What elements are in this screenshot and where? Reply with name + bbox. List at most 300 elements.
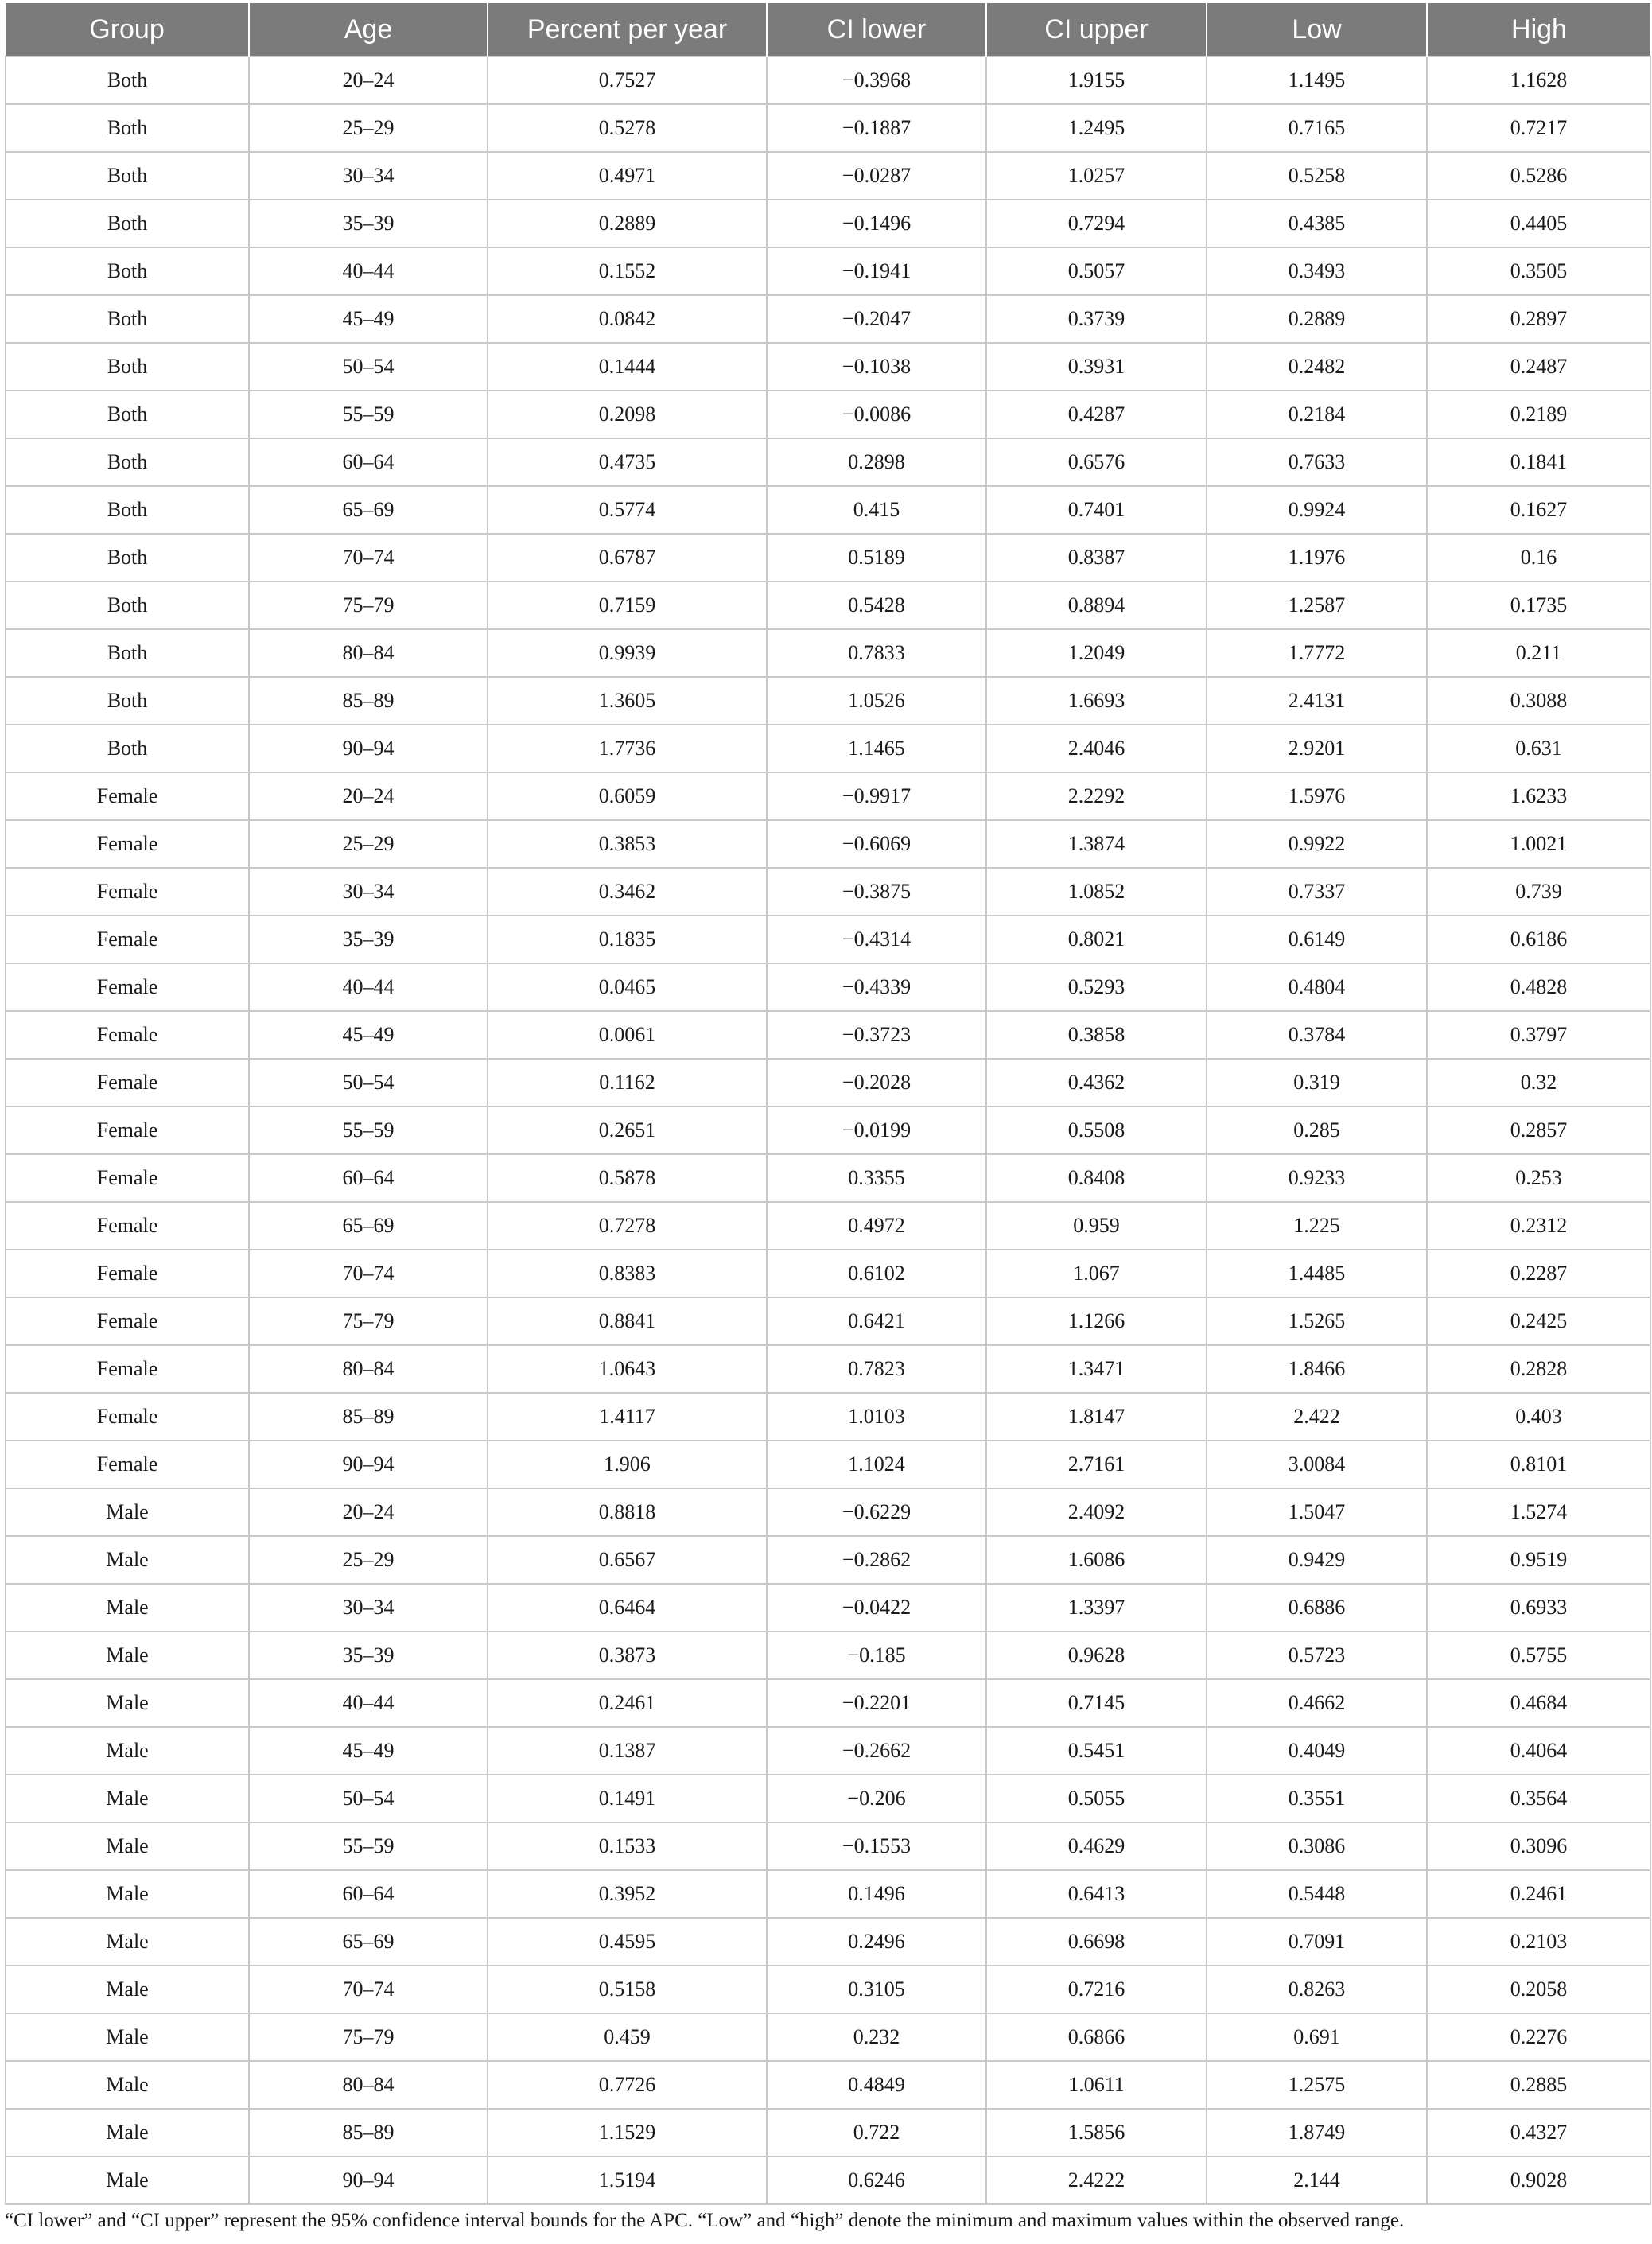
cell-ci-upper: 1.5856 xyxy=(986,2109,1207,2156)
cell-high: 0.2103 xyxy=(1427,1918,1650,1966)
table-row xyxy=(6,868,1650,916)
cell-high: 0.2828 xyxy=(1427,1345,1650,1393)
cell-group: Both xyxy=(6,629,249,677)
cell-ci-upper: 1.6086 xyxy=(986,1536,1207,1584)
cell-group: Both xyxy=(6,581,249,629)
cell-percent-per-year: 0.1533 xyxy=(488,1822,767,1870)
cell-high: 1.0021 xyxy=(1427,820,1650,868)
cell-age: 90–94 xyxy=(249,2156,488,2204)
cell-ci-upper: 1.067 xyxy=(986,1250,1207,1297)
cell-low: 3.0084 xyxy=(1207,1441,1427,1488)
cell-high: 0.631 xyxy=(1427,725,1650,772)
cell-age: 45–49 xyxy=(249,1727,488,1775)
cell-age: 35–39 xyxy=(249,1631,488,1679)
cell-ci-upper: 0.8387 xyxy=(986,534,1207,581)
cell-ci-upper: 1.2495 xyxy=(986,104,1207,152)
table-row xyxy=(6,1202,1650,1250)
table-row xyxy=(6,1441,1650,1488)
cell-ci-upper: 1.1266 xyxy=(986,1297,1207,1345)
cell-low: 0.285 xyxy=(1207,1106,1427,1154)
cell-high: 0.6933 xyxy=(1427,1584,1650,1631)
cell-high: 0.3797 xyxy=(1427,1011,1650,1059)
cell-group: Female xyxy=(6,1202,249,1250)
cell-ci-upper: 0.3931 xyxy=(986,343,1207,391)
cell-ci-lower: −0.2201 xyxy=(767,1679,986,1727)
cell-low: 0.7633 xyxy=(1207,438,1427,486)
cell-high: 0.211 xyxy=(1427,629,1650,677)
table-row xyxy=(6,1631,1650,1679)
cell-percent-per-year: 0.8818 xyxy=(488,1488,767,1536)
cell-ci-lower: 0.415 xyxy=(767,486,986,534)
cell-high: 1.5274 xyxy=(1427,1488,1650,1536)
cell-percent-per-year: 0.5774 xyxy=(488,486,767,534)
cell-age: 45–49 xyxy=(249,295,488,343)
cell-group: Both xyxy=(6,56,249,104)
cell-percent-per-year: 0.7159 xyxy=(488,581,767,629)
cell-high: 0.2425 xyxy=(1427,1297,1650,1345)
table-row xyxy=(6,916,1650,963)
cell-high: 1.1628 xyxy=(1427,56,1650,104)
cell-high: 0.1841 xyxy=(1427,438,1650,486)
cell-ci-upper: 1.6693 xyxy=(986,677,1207,725)
cell-ci-lower: −0.2662 xyxy=(767,1727,986,1775)
cell-low: 2.144 xyxy=(1207,2156,1427,2204)
cell-percent-per-year: 0.3462 xyxy=(488,868,767,916)
cell-ci-lower: −0.0422 xyxy=(767,1584,986,1631)
cell-low: 0.2889 xyxy=(1207,295,1427,343)
cell-age: 75–79 xyxy=(249,2013,488,2061)
cell-group: Female xyxy=(6,772,249,820)
cell-group: Male xyxy=(6,1727,249,1775)
table-row xyxy=(6,963,1650,1011)
cell-ci-upper: 0.7216 xyxy=(986,1966,1207,2013)
cell-high: 0.32 xyxy=(1427,1059,1650,1106)
cell-percent-per-year: 0.6787 xyxy=(488,534,767,581)
cell-low: 0.4385 xyxy=(1207,200,1427,247)
cell-low: 0.7165 xyxy=(1207,104,1427,152)
cell-age: 65–69 xyxy=(249,1918,488,1966)
cell-high: 0.2885 xyxy=(1427,2061,1650,2109)
cell-ci-lower: −0.3875 xyxy=(767,868,986,916)
cell-age: 40–44 xyxy=(249,247,488,295)
cell-ci-lower: 1.0526 xyxy=(767,677,986,725)
cell-age: 55–59 xyxy=(249,391,488,438)
cell-low: 1.7772 xyxy=(1207,629,1427,677)
cell-group: Male xyxy=(6,2156,249,2204)
cell-ci-upper: 0.8894 xyxy=(986,581,1207,629)
cell-group: Male xyxy=(6,2109,249,2156)
cell-group: Female xyxy=(6,820,249,868)
cell-percent-per-year: 1.0643 xyxy=(488,1345,767,1393)
cell-low: 1.5265 xyxy=(1207,1297,1427,1345)
cell-age: 25–29 xyxy=(249,104,488,152)
cell-ci-lower: 1.0103 xyxy=(767,1393,986,1441)
cell-ci-upper: 1.0852 xyxy=(986,868,1207,916)
cell-age: 70–74 xyxy=(249,1250,488,1297)
column-header-high: High xyxy=(1427,3,1650,56)
cell-ci-lower: 0.4849 xyxy=(767,2061,986,2109)
cell-ci-upper: 0.7145 xyxy=(986,1679,1207,1727)
table-row xyxy=(6,295,1650,343)
table-row xyxy=(6,1822,1650,1870)
cell-age: 90–94 xyxy=(249,1441,488,1488)
cell-percent-per-year: 0.6567 xyxy=(488,1536,767,1584)
cell-age: 30–34 xyxy=(249,868,488,916)
cell-high: 0.2857 xyxy=(1427,1106,1650,1154)
table-row xyxy=(6,247,1650,295)
cell-age: 75–79 xyxy=(249,1297,488,1345)
cell-high: 0.253 xyxy=(1427,1154,1650,1202)
cell-group: Female xyxy=(6,1106,249,1154)
table-row xyxy=(6,2109,1650,2156)
cell-group: Female xyxy=(6,1154,249,1202)
cell-low: 0.3086 xyxy=(1207,1822,1427,1870)
cell-ci-upper: 0.959 xyxy=(986,1202,1207,1250)
cell-age: 30–34 xyxy=(249,1584,488,1631)
cell-high: 0.4828 xyxy=(1427,963,1650,1011)
cell-group: Both xyxy=(6,725,249,772)
cell-high: 0.403 xyxy=(1427,1393,1650,1441)
cell-low: 1.225 xyxy=(1207,1202,1427,1250)
cell-ci-lower: 0.232 xyxy=(767,2013,986,2061)
cell-group: Male xyxy=(6,1775,249,1822)
cell-percent-per-year: 1.5194 xyxy=(488,2156,767,2204)
cell-group: Male xyxy=(6,1631,249,1679)
cell-ci-lower: −0.2862 xyxy=(767,1536,986,1584)
cell-age: 85–89 xyxy=(249,677,488,725)
table-row xyxy=(6,581,1650,629)
cell-ci-upper: 0.4629 xyxy=(986,1822,1207,1870)
cell-ci-upper: 0.6698 xyxy=(986,1918,1207,1966)
cell-percent-per-year: 0.459 xyxy=(488,2013,767,2061)
table-row xyxy=(6,343,1650,391)
table-row xyxy=(6,772,1650,820)
cell-age: 50–54 xyxy=(249,343,488,391)
table-row xyxy=(6,1679,1650,1727)
cell-ci-upper: 2.4222 xyxy=(986,2156,1207,2204)
cell-low: 0.5723 xyxy=(1207,1631,1427,1679)
cell-group: Both xyxy=(6,343,249,391)
column-header-ci-lower: CI lower xyxy=(767,3,986,56)
cell-ci-upper: 1.8147 xyxy=(986,1393,1207,1441)
cell-percent-per-year: 0.2889 xyxy=(488,200,767,247)
cell-ci-lower: 0.4972 xyxy=(767,1202,986,1250)
cell-ci-lower: −0.3723 xyxy=(767,1011,986,1059)
cell-group: Female xyxy=(6,1345,249,1393)
column-header-low: Low xyxy=(1207,3,1427,56)
cell-ci-upper: 0.8408 xyxy=(986,1154,1207,1202)
table-row xyxy=(6,1870,1650,1918)
cell-group: Male xyxy=(6,1918,249,1966)
cell-high: 0.7217 xyxy=(1427,104,1650,152)
cell-ci-lower: 0.7823 xyxy=(767,1345,986,1393)
cell-high: 0.2287 xyxy=(1427,1250,1650,1297)
cell-low: 0.5258 xyxy=(1207,152,1427,200)
cell-group: Both xyxy=(6,200,249,247)
cell-group: Male xyxy=(6,1536,249,1584)
table-body xyxy=(6,56,1650,2204)
header-row xyxy=(6,3,1650,56)
cell-ci-upper: 1.9155 xyxy=(986,56,1207,104)
cell-group: Both xyxy=(6,438,249,486)
cell-ci-upper: 0.6866 xyxy=(986,2013,1207,2061)
table-row xyxy=(6,1011,1650,1059)
cell-ci-upper: 0.4287 xyxy=(986,391,1207,438)
cell-ci-lower: −0.2047 xyxy=(767,295,986,343)
cell-group: Both xyxy=(6,247,249,295)
cell-high: 0.2058 xyxy=(1427,1966,1650,2013)
cell-age: 60–64 xyxy=(249,438,488,486)
cell-ci-lower: −0.0199 xyxy=(767,1106,986,1154)
cell-percent-per-year: 0.7278 xyxy=(488,1202,767,1250)
cell-low: 0.4804 xyxy=(1207,963,1427,1011)
cell-age: 85–89 xyxy=(249,2109,488,2156)
table-row xyxy=(6,1297,1650,1345)
table-row xyxy=(6,1918,1650,1966)
table-row xyxy=(6,152,1650,200)
cell-group: Female xyxy=(6,1297,249,1345)
column-header-percent-per-year: Percent per year xyxy=(488,3,767,56)
cell-percent-per-year: 0.5878 xyxy=(488,1154,767,1202)
cell-group: Female xyxy=(6,868,249,916)
cell-percent-per-year: 0.4971 xyxy=(488,152,767,200)
cell-age: 35–39 xyxy=(249,200,488,247)
cell-low: 0.2184 xyxy=(1207,391,1427,438)
cell-ci-lower: 0.7833 xyxy=(767,629,986,677)
cell-percent-per-year: 0.1491 xyxy=(488,1775,767,1822)
column-header-age: Age xyxy=(249,3,488,56)
cell-age: 80–84 xyxy=(249,629,488,677)
cell-age: 20–24 xyxy=(249,56,488,104)
cell-percent-per-year: 0.0061 xyxy=(488,1011,767,1059)
cell-ci-lower: −0.0287 xyxy=(767,152,986,200)
cell-group: Female xyxy=(6,916,249,963)
cell-high: 0.2487 xyxy=(1427,343,1650,391)
cell-group: Male xyxy=(6,1584,249,1631)
apc-table xyxy=(5,3,1651,2205)
cell-age: 70–74 xyxy=(249,1966,488,2013)
cell-ci-upper: 1.3471 xyxy=(986,1345,1207,1393)
cell-high: 0.2461 xyxy=(1427,1870,1650,1918)
cell-ci-upper: 0.6413 xyxy=(986,1870,1207,1918)
cell-low: 0.4662 xyxy=(1207,1679,1427,1727)
cell-percent-per-year: 0.7527 xyxy=(488,56,767,104)
cell-ci-upper: 2.2292 xyxy=(986,772,1207,820)
cell-percent-per-year: 0.5158 xyxy=(488,1966,767,2013)
cell-age: 75–79 xyxy=(249,581,488,629)
cell-high: 0.739 xyxy=(1427,868,1650,916)
table-row xyxy=(6,200,1650,247)
cell-group: Male xyxy=(6,2061,249,2109)
table-row xyxy=(6,1106,1650,1154)
cell-low: 0.2482 xyxy=(1207,343,1427,391)
table-row xyxy=(6,1584,1650,1631)
cell-age: 60–64 xyxy=(249,1870,488,1918)
cell-percent-per-year: 0.1444 xyxy=(488,343,767,391)
cell-percent-per-year: 0.1835 xyxy=(488,916,767,963)
cell-percent-per-year: 1.7736 xyxy=(488,725,767,772)
cell-ci-upper: 1.0257 xyxy=(986,152,1207,200)
cell-ci-upper: 0.7294 xyxy=(986,200,1207,247)
cell-group: Female xyxy=(6,1011,249,1059)
cell-high: 0.3088 xyxy=(1427,677,1650,725)
cell-percent-per-year: 0.3873 xyxy=(488,1631,767,1679)
cell-percent-per-year: 0.0842 xyxy=(488,295,767,343)
cell-high: 0.3505 xyxy=(1427,247,1650,295)
cell-ci-upper: 1.2049 xyxy=(986,629,1207,677)
cell-percent-per-year: 0.3853 xyxy=(488,820,767,868)
cell-ci-lower: 0.6421 xyxy=(767,1297,986,1345)
cell-ci-lower: 0.6246 xyxy=(767,2156,986,2204)
cell-group: Male xyxy=(6,1679,249,1727)
cell-low: 0.319 xyxy=(1207,1059,1427,1106)
cell-age: 55–59 xyxy=(249,1822,488,1870)
cell-age: 40–44 xyxy=(249,963,488,1011)
cell-age: 35–39 xyxy=(249,916,488,963)
cell-ci-upper: 2.7161 xyxy=(986,1441,1207,1488)
cell-age: 45–49 xyxy=(249,1011,488,1059)
cell-ci-upper: 0.9628 xyxy=(986,1631,1207,1679)
cell-low: 0.7337 xyxy=(1207,868,1427,916)
cell-group: Male xyxy=(6,1822,249,1870)
cell-ci-upper: 0.5057 xyxy=(986,247,1207,295)
cell-ci-lower: 0.5428 xyxy=(767,581,986,629)
cell-percent-per-year: 0.2461 xyxy=(488,1679,767,1727)
cell-low: 1.1495 xyxy=(1207,56,1427,104)
cell-age: 80–84 xyxy=(249,1345,488,1393)
cell-low: 1.8749 xyxy=(1207,2109,1427,2156)
cell-age: 80–84 xyxy=(249,2061,488,2109)
cell-ci-lower: −0.1496 xyxy=(767,200,986,247)
table-row xyxy=(6,438,1650,486)
cell-percent-per-year: 1.1529 xyxy=(488,2109,767,2156)
cell-group: Male xyxy=(6,2013,249,2061)
cell-high: 0.2276 xyxy=(1427,2013,1650,2061)
table-row xyxy=(6,2013,1650,2061)
cell-ci-lower: −0.1941 xyxy=(767,247,986,295)
cell-ci-upper: 0.6576 xyxy=(986,438,1207,486)
cell-low: 0.6886 xyxy=(1207,1584,1427,1631)
cell-ci-upper: 0.3739 xyxy=(986,295,1207,343)
cell-ci-lower: 0.2898 xyxy=(767,438,986,486)
cell-ci-lower: 0.2496 xyxy=(767,1918,986,1966)
cell-group: Male xyxy=(6,1966,249,2013)
cell-ci-lower: 0.3105 xyxy=(767,1966,986,2013)
table-row xyxy=(6,534,1650,581)
cell-low: 1.5976 xyxy=(1207,772,1427,820)
column-header-ci-upper: CI upper xyxy=(986,3,1207,56)
cell-group: Both xyxy=(6,152,249,200)
table-row xyxy=(6,56,1650,104)
cell-age: 65–69 xyxy=(249,486,488,534)
table-row xyxy=(6,725,1650,772)
cell-percent-per-year: 0.1387 xyxy=(488,1727,767,1775)
cell-ci-lower: −0.6069 xyxy=(767,820,986,868)
cell-group: Both xyxy=(6,486,249,534)
cell-age: 65–69 xyxy=(249,1202,488,1250)
cell-low: 1.2575 xyxy=(1207,2061,1427,2109)
cell-ci-upper: 1.0611 xyxy=(986,2061,1207,2109)
table-row xyxy=(6,1966,1650,2013)
cell-percent-per-year: 0.0465 xyxy=(488,963,767,1011)
cell-group: Both xyxy=(6,391,249,438)
cell-high: 0.6186 xyxy=(1427,916,1650,963)
cell-ci-lower: 0.3355 xyxy=(767,1154,986,1202)
cell-low: 1.2587 xyxy=(1207,581,1427,629)
cell-group: Female xyxy=(6,1250,249,1297)
cell-ci-lower: −0.9917 xyxy=(767,772,986,820)
cell-ci-lower: 0.722 xyxy=(767,2109,986,2156)
table-row xyxy=(6,2061,1650,2109)
cell-percent-per-year: 0.5278 xyxy=(488,104,767,152)
cell-low: 0.9233 xyxy=(1207,1154,1427,1202)
cell-ci-lower: 0.6102 xyxy=(767,1250,986,1297)
table-row xyxy=(6,104,1650,152)
cell-group: Male xyxy=(6,1870,249,1918)
cell-percent-per-year: 0.4595 xyxy=(488,1918,767,1966)
cell-low: 2.422 xyxy=(1207,1393,1427,1441)
cell-high: 0.1735 xyxy=(1427,581,1650,629)
cell-ci-upper: 0.5293 xyxy=(986,963,1207,1011)
cell-low: 0.8263 xyxy=(1207,1966,1427,2013)
cell-age: 25–29 xyxy=(249,1536,488,1584)
table-row xyxy=(6,1727,1650,1775)
cell-high: 0.5286 xyxy=(1427,152,1650,200)
cell-low: 2.9201 xyxy=(1207,725,1427,772)
cell-age: 40–44 xyxy=(249,1679,488,1727)
cell-ci-lower: −0.185 xyxy=(767,1631,986,1679)
cell-percent-per-year: 1.906 xyxy=(488,1441,767,1488)
cell-high: 0.4684 xyxy=(1427,1679,1650,1727)
cell-ci-lower: 0.5189 xyxy=(767,534,986,581)
cell-low: 0.4049 xyxy=(1207,1727,1427,1775)
cell-low: 0.3784 xyxy=(1207,1011,1427,1059)
cell-high: 0.9028 xyxy=(1427,2156,1650,2204)
cell-high: 0.4064 xyxy=(1427,1727,1650,1775)
cell-age: 90–94 xyxy=(249,725,488,772)
table-row xyxy=(6,629,1650,677)
table-row xyxy=(6,2156,1650,2204)
cell-age: 30–34 xyxy=(249,152,488,200)
table-row xyxy=(6,1775,1650,1822)
cell-ci-upper: 2.4092 xyxy=(986,1488,1207,1536)
cell-ci-upper: 0.5508 xyxy=(986,1106,1207,1154)
cell-ci-upper: 0.5055 xyxy=(986,1775,1207,1822)
cell-high: 0.5755 xyxy=(1427,1631,1650,1679)
cell-age: 20–24 xyxy=(249,772,488,820)
cell-percent-per-year: 0.3952 xyxy=(488,1870,767,1918)
cell-age: 50–54 xyxy=(249,1059,488,1106)
cell-high: 0.2897 xyxy=(1427,295,1650,343)
cell-ci-lower: −0.1038 xyxy=(767,343,986,391)
cell-percent-per-year: 0.4735 xyxy=(488,438,767,486)
cell-ci-lower: −0.4314 xyxy=(767,916,986,963)
cell-percent-per-year: 0.6059 xyxy=(488,772,767,820)
cell-low: 0.7091 xyxy=(1207,1918,1427,1966)
cell-low: 0.691 xyxy=(1207,2013,1427,2061)
cell-ci-lower: −0.1553 xyxy=(767,1822,986,1870)
cell-ci-lower: 1.1024 xyxy=(767,1441,986,1488)
cell-ci-lower: −0.3968 xyxy=(767,56,986,104)
table-row xyxy=(6,1393,1650,1441)
cell-ci-lower: −0.6229 xyxy=(767,1488,986,1536)
cell-ci-upper: 0.5451 xyxy=(986,1727,1207,1775)
table-row xyxy=(6,1059,1650,1106)
cell-high: 0.4405 xyxy=(1427,200,1650,247)
cell-age: 60–64 xyxy=(249,1154,488,1202)
cell-percent-per-year: 0.7726 xyxy=(488,2061,767,2109)
cell-percent-per-year: 0.2098 xyxy=(488,391,767,438)
